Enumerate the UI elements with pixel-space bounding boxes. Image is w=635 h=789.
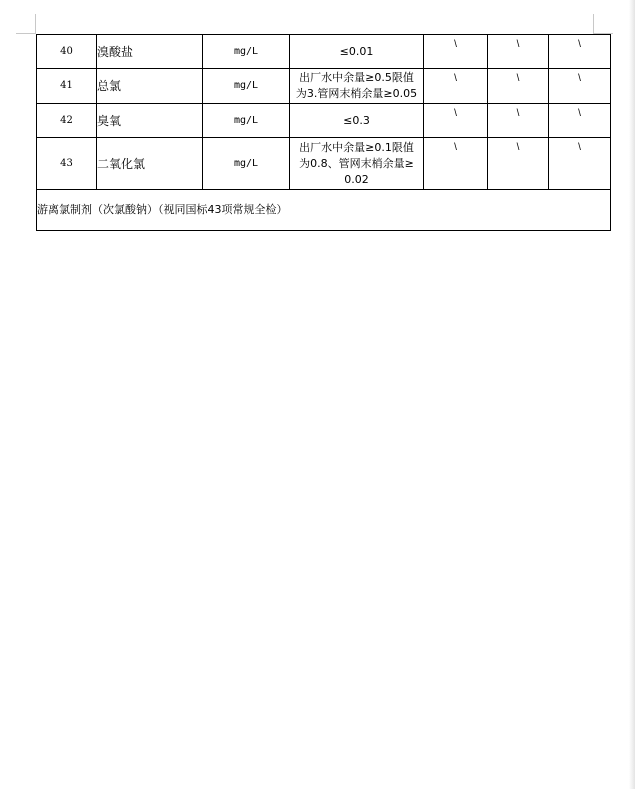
result-cell (488, 69, 549, 104)
limit-line: 0.02 (344, 172, 369, 186)
limit-line: 出厂水中余量≥0.5限值 (299, 71, 414, 84)
result-cell (549, 69, 611, 104)
water-quality-table (36, 34, 611, 231)
result-value: \ (516, 39, 520, 50)
result-value: \ (578, 142, 581, 153)
limit-cell (290, 69, 424, 104)
result-value: \ (454, 73, 457, 84)
result-cell (424, 104, 488, 138)
result-cell (424, 69, 488, 104)
limit-line: 为0.8、管网末梢余量≥ (299, 156, 414, 170)
row-number: 42 (37, 104, 97, 138)
unit-cell: mg/L (203, 104, 290, 138)
table-row (37, 35, 611, 69)
table-row (37, 138, 611, 190)
table-row (37, 104, 611, 138)
result-cell (549, 138, 611, 190)
result-cell (488, 138, 549, 190)
crop-mark-left-vertical (35, 14, 36, 34)
result-value: \ (578, 39, 581, 50)
limit-line: 出厂水中余量≥0.1限值 (299, 140, 414, 154)
unit-cell: mg/L (203, 35, 290, 69)
limit-cell (290, 35, 424, 69)
indicator-name: 二氧化氯 (97, 138, 203, 190)
limit-cell (290, 104, 424, 138)
row-number: 41 (37, 69, 97, 104)
result-value: \ (454, 108, 457, 119)
unit-cell: mg/L (203, 138, 290, 190)
crop-mark-left-horizontal (16, 33, 36, 34)
limit-line: ≤0.01 (339, 44, 374, 58)
result-value: \ (578, 73, 581, 84)
note-row (37, 190, 611, 231)
indicator-name: 总氯 (97, 69, 203, 104)
result-cell (549, 104, 611, 138)
limit-cell (290, 138, 424, 190)
indicator-name: 臭氧 (97, 104, 203, 138)
page-edge-shadow (629, 0, 635, 789)
note-text: 游离氯制剂（次氯酸钠）（视同国标43项常规全检） (37, 190, 611, 231)
result-cell (549, 35, 611, 69)
result-cell (424, 35, 488, 69)
row-number: 40 (37, 35, 97, 69)
result-cell (488, 104, 549, 138)
result-cell (488, 35, 549, 69)
crop-mark-right-vertical (593, 14, 594, 34)
row-number: 43 (37, 138, 97, 190)
unit-cell: mg/L (203, 69, 290, 104)
result-value: \ (516, 108, 520, 119)
limit-line: 为3.管网末梢余量≥0.05 (295, 87, 418, 100)
result-value: \ (454, 39, 457, 50)
result-value: \ (578, 108, 581, 119)
result-value: \ (516, 142, 520, 153)
limit-line: ≤0.3 (343, 113, 370, 127)
result-value: \ (516, 73, 520, 84)
table-row (37, 69, 611, 104)
indicator-name: 溴酸盐 (97, 35, 203, 69)
result-value: \ (454, 142, 457, 153)
result-cell (424, 138, 488, 190)
